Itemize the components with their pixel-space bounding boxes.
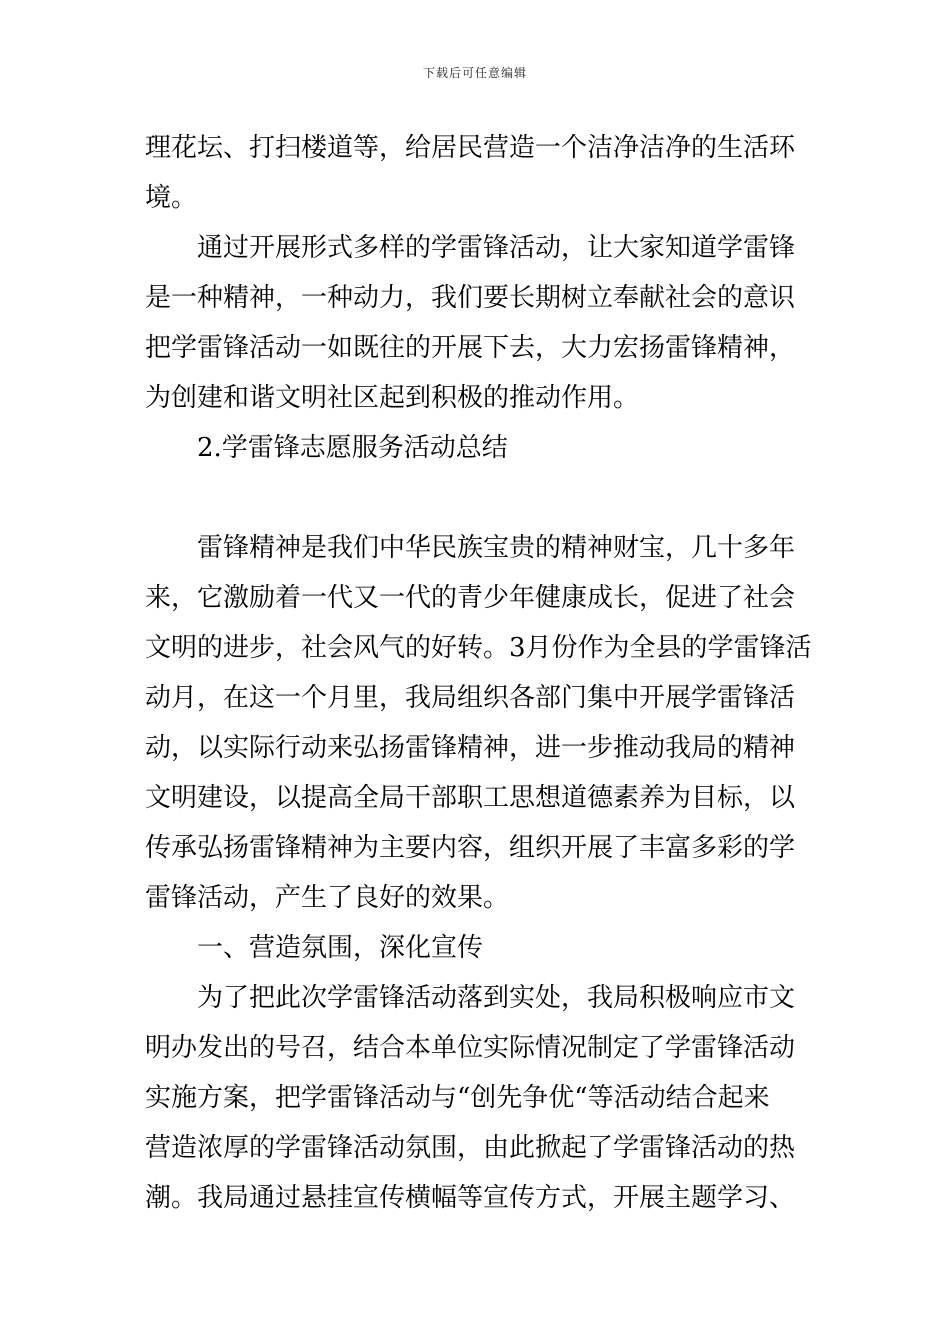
text-line: 为了把此次学雷锋活动落到实处，我局积极响应市文 — [197, 983, 796, 1013]
page-header: 下载后可任意编辑 — [422, 66, 527, 80]
text-line: 实施方案，把学雷锋活动与“创先争优“等活动结合起来 — [145, 1083, 770, 1113]
text-line: 为创建和谐文明社区起到积极的推动作用。 — [145, 383, 640, 413]
text-line: 文明的进步，社会风气的好转。3月份作为全县的学雷锋活 — [145, 633, 812, 663]
section-heading: 2.学雷锋志愿服务活动总结 — [197, 433, 508, 463]
text-line: 营造浓厚的学雷锋活动氛围，由此掀起了学雷锋活动的热 — [145, 1133, 796, 1163]
text-line: 潮。我局通过悬挂宣传横幅等宣传方式，开展主题学习、 — [145, 1183, 796, 1213]
text-line: 通过开展形式多样的学雷锋活动，让大家知道学雷锋 — [197, 233, 796, 263]
text-line: 动月，在这一个月里，我局组织各部门集中开展学雷锋活 — [145, 683, 796, 713]
text-line: 雷锋活动，产生了良好的效果。 — [145, 883, 510, 913]
text-line: 文明建设，以提高全局干部职工思想道德素养为目标，以 — [145, 783, 796, 813]
text-line: 把学雷锋活动一如既往的开展下去，大力宏扬雷锋精神， — [145, 333, 796, 363]
text-line: 理花坛、打扫楼道等，给居民营造一个洁净洁净的生活环 — [145, 133, 796, 163]
text-line: 传承弘扬雷锋精神为主要内容，组织开展了丰富多彩的学 — [145, 833, 796, 863]
text-line: 境。 — [145, 183, 198, 213]
text-line: 雷锋精神是我们中华民族宝贵的精神财宝，几十多年 — [197, 533, 796, 563]
text-line: 来，它激励着一代又一代的青少年健康成长，促进了社会 — [145, 583, 796, 613]
subsection-heading: 一、营造氛围，深化宣传 — [197, 933, 484, 963]
text-line: 动，以实际行动来弘扬雷锋精神，进一步推动我局的精神 — [145, 733, 796, 763]
text-line: 明办发出的号召，结合本单位实际情况制定了学雷锋活动 — [145, 1033, 796, 1063]
text-line: 是一种精神，一种动力，我们要长期树立奉献社会的意识 — [145, 283, 796, 313]
